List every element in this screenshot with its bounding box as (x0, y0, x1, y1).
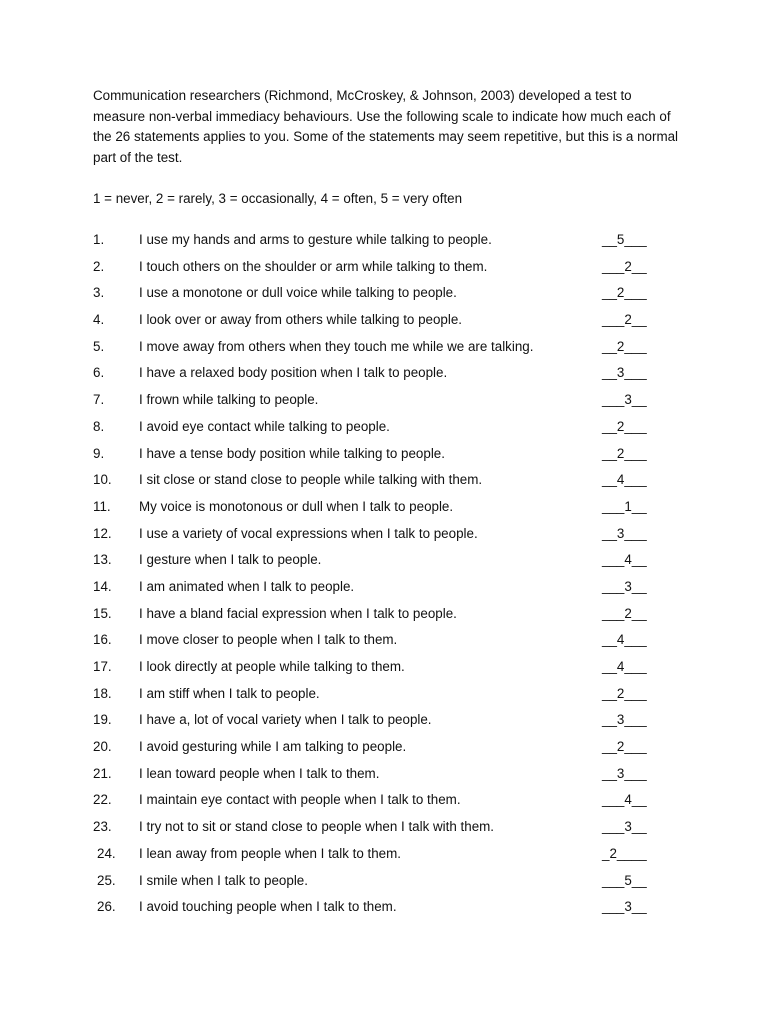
item-statement: My voice is monotonous or dull when I talk to people. (139, 498, 454, 514)
item-number: 26. (97, 899, 116, 915)
item-number: 13. (93, 552, 112, 568)
item-statement: I am stiff when I talk to people. (139, 685, 320, 701)
item-statement: I look over or away from others while talking to people. (139, 312, 463, 328)
list-item (0, 844, 768, 871)
item-number: 5. (93, 338, 105, 354)
list-item (0, 897, 768, 924)
item-answer: __2___ (602, 445, 647, 461)
list-item (0, 497, 768, 524)
item-number: 2. (93, 258, 105, 274)
list-item (0, 230, 768, 257)
item-answer: __4___ (602, 659, 647, 674)
item-answer: __4___ (602, 632, 647, 648)
item-statement: I sit close or stand close to people while talking with them. (139, 472, 483, 488)
item-number: 19. (93, 712, 112, 728)
item-answer: ___2__ (602, 258, 647, 274)
item-number: 17. (93, 659, 112, 674)
item-statement: I look directly at people while talking to them. (139, 659, 405, 674)
item-number: 12. (93, 525, 112, 541)
item-answer: ___3__ (602, 819, 647, 835)
list-item (0, 871, 768, 898)
list-item (0, 363, 768, 390)
list-item (0, 390, 768, 417)
item-answer: __2___ (602, 739, 647, 755)
item-answer: __2___ (602, 285, 647, 301)
list-item (0, 710, 768, 737)
item-number: 25. (97, 872, 116, 888)
item-answer: ___3__ (602, 899, 647, 915)
item-number: 3. (93, 285, 105, 301)
item-answer: __2___ (602, 685, 647, 701)
item-number: 14. (93, 578, 112, 594)
item-statement: I have a tense body position while talking to people. (139, 445, 445, 461)
list-item (0, 257, 768, 284)
item-answer: ___2__ (602, 312, 647, 328)
list-item (0, 657, 768, 684)
item-answer: __3___ (602, 365, 647, 381)
list-item (0, 470, 768, 497)
item-number: 4. (93, 312, 105, 328)
item-statement: I avoid eye contact while talking to people. (139, 418, 390, 434)
item-answer: _2____ (602, 845, 647, 861)
rating-scale: 1 = never, 2 = rarely, 3 = occasionally, 4 = often, 5 = very often (93, 191, 463, 206)
item-number: 9. (93, 445, 105, 461)
list-item (0, 337, 768, 364)
list-item (0, 630, 768, 657)
item-number: 7. (93, 392, 105, 408)
item-answer: ___5__ (602, 872, 647, 888)
list-item (0, 737, 768, 764)
item-answer: ___1__ (602, 498, 647, 514)
list-item (0, 790, 768, 817)
item-number: 10. (93, 472, 112, 488)
list-item (0, 764, 768, 791)
item-statement: I use my hands and arms to gesture while talking to people. (139, 232, 492, 247)
item-number: 6. (93, 365, 105, 381)
item-number: 1. (93, 232, 105, 247)
item-number: 15. (93, 605, 112, 621)
item-statement: I frown while talking to people. (139, 392, 319, 408)
item-number: 24. (97, 845, 116, 861)
item-number: 8. (93, 418, 105, 434)
item-statement: I move away from others when they touch me while we are talking. (139, 338, 534, 354)
item-number: 16. (93, 632, 112, 648)
list-item (0, 283, 768, 310)
item-statement: I touch others on the shoulder or arm while talking to them. (139, 258, 488, 274)
item-answer: __5___ (602, 232, 647, 247)
item-statement: I use a monotone or dull voice while talking to people. (139, 285, 457, 301)
item-number: 11. (93, 498, 111, 514)
item-statement: I try not to sit or stand close to people when I talk with them. (139, 819, 495, 835)
list-item (0, 684, 768, 711)
item-statement: I smile when I talk to people. (139, 872, 308, 888)
item-answer: ___2__ (602, 605, 647, 621)
item-answer: __3___ (602, 712, 647, 728)
list-item (0, 550, 768, 577)
item-statement: I maintain eye contact with people when I talk to them. (139, 792, 461, 808)
item-statement: I use a variety of vocal expressions when I talk to people. (139, 525, 478, 541)
item-statement: I have a relaxed body position when I talk to people. (139, 365, 448, 381)
list-item (0, 604, 768, 631)
item-statement: I have a, lot of vocal variety when I talk to people. (139, 712, 432, 728)
item-answer: ___4__ (602, 792, 647, 808)
item-answer: ___4__ (602, 552, 647, 568)
intro-paragraph: Communication researchers (Richmond, McCroskey, & Johnson, 2003) developed a test to measure non-verbal immediacy behaviours. Use the following scale to indicate how much each of the 26 statements applies to you. Some of the statements may seem repetitive, but this is a normal part of the test. (93, 88, 679, 165)
list-item (0, 310, 768, 337)
item-number: 22. (93, 792, 112, 808)
item-statement: I move closer to people when I talk to them. (139, 632, 398, 648)
item-answer: ___3__ (602, 578, 647, 594)
list-item (0, 817, 768, 844)
item-statement: I gesture when I talk to people. (139, 552, 322, 568)
item-statement: I lean away from people when I talk to them. (139, 845, 402, 861)
list-item (0, 444, 768, 471)
item-number: 18. (93, 685, 112, 701)
item-statement: I am animated when I talk to people. (139, 578, 355, 594)
item-answer: __2___ (602, 418, 647, 434)
item-answer: __3___ (602, 765, 647, 781)
item-answer: __3___ (602, 525, 647, 541)
statement-list (0, 230, 768, 924)
item-statement: I have a bland facial expression when I talk to people. (139, 605, 457, 621)
item-statement: I avoid touching people when I talk to them. (139, 899, 397, 915)
item-statement: I lean toward people when I talk to them. (139, 765, 380, 781)
item-answer: ___3__ (602, 392, 647, 408)
item-answer: __4___ (602, 472, 647, 488)
item-number: 20. (93, 739, 112, 755)
item-number: 21. (93, 765, 112, 781)
list-item (0, 524, 768, 551)
item-number: 23. (93, 819, 112, 835)
list-item (0, 577, 768, 604)
list-item (0, 417, 768, 444)
item-answer: __2___ (602, 338, 647, 354)
item-statement: I avoid gesturing while I am talking to people. (139, 739, 407, 755)
